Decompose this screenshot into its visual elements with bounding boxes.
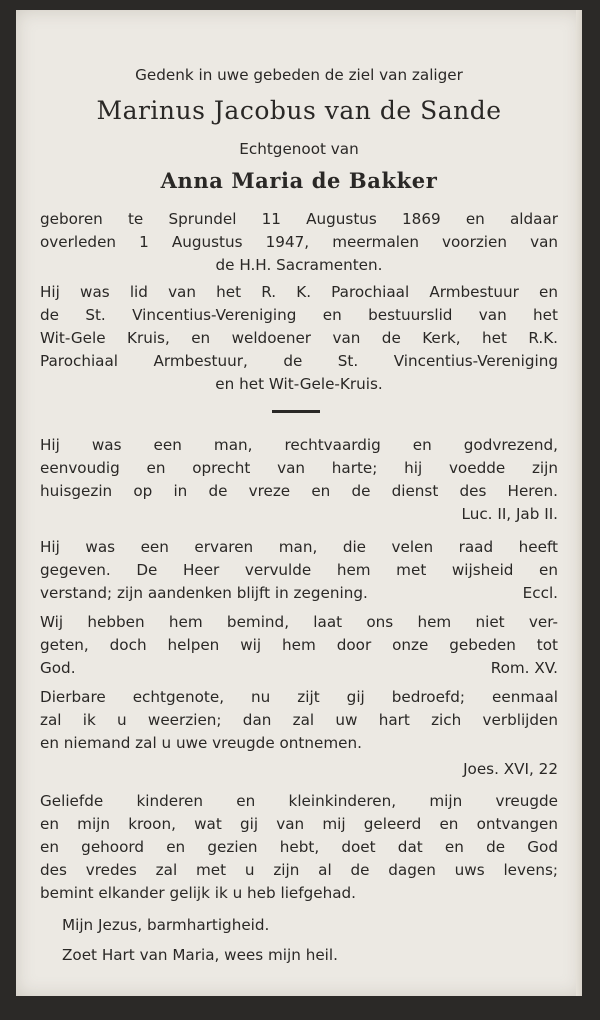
paragraph-line: Hij was een man, rechtvaardig en godvrezend, <box>40 436 558 454</box>
bio-line: de H.H. Sacramenten. <box>215 256 383 274</box>
paragraph-line: Geliefde kinderen en kleinkinderen, mijn vreugde <box>40 792 558 810</box>
spouse-name: Anna Maria de Bakker <box>160 168 438 193</box>
memorial-card <box>16 10 582 996</box>
paragraph-line: en niemand zal u uwe vreugde ontnemen. <box>40 734 362 752</box>
bio-line: geboren te Sprundel 11 Augustus 1869 en aldaar <box>40 210 558 228</box>
bio-line: Wit-Gele Kruis, en weldoener van de Kerk, het R.K. <box>40 329 558 347</box>
paragraph-line: en mijn kroon, wat gij van mij geleerd en ontvangen <box>40 815 558 833</box>
intro-line: Gedenk in uwe gebeden de ziel van zaliger <box>135 66 463 84</box>
paragraph-line: gegeven. De Heer vervulde hem met wijsheid en <box>40 561 558 579</box>
scripture-reference: Joes. XVI, 22 <box>463 760 558 778</box>
prayer-line: Mijn Jezus, barmhartigheid. <box>62 916 270 934</box>
paragraph-line: geten, doch helpen wij hem door onze gebeden tot <box>40 636 558 654</box>
bio-line: Parochiaal Armbestuur, de St. Vincentius-Vereniging <box>40 352 558 370</box>
scripture-reference: Luc. II, Jab II. <box>461 505 558 523</box>
paragraph-line: des vredes zal met u zijn al de dagen uws levens; <box>40 861 558 879</box>
scripture-reference: Rom. XV. <box>490 659 558 677</box>
paragraph-line: en gehoord en gezien hebt, doet dat en de God <box>40 838 558 856</box>
bio-line: overleden 1 Augustus 1947, meermalen voorzien van <box>40 233 558 251</box>
paragraph-line: Wij hebben hem bemind, laat ons hem niet ver- <box>40 613 558 631</box>
relation-line: Echtgenoot van <box>239 140 359 158</box>
paragraph-line: huisgezin op in de vreze en de dienst des Heren. <box>40 482 558 500</box>
paragraph-line: Dierbare echtgenote, nu zijt gij bedroefd; eenmaal <box>40 688 558 706</box>
paragraph-line: God. <box>40 659 76 677</box>
bio-line: en het Wit-Gele-Kruis. <box>215 375 383 393</box>
paragraph-line: Hij was een ervaren man, die velen raad heeft <box>40 538 558 556</box>
prayer-line: Zoet Hart van Maria, wees mijn heil. <box>62 946 338 964</box>
paragraph-line: eenvoudig en oprecht van harte; hij voedde zijn <box>40 459 558 477</box>
bio-line: de St. Vincentius-Vereniging en bestuurslid van het <box>40 306 558 324</box>
divider-rule <box>272 410 320 413</box>
paragraph-line: zal ik u weerzien; dan zal uw hart zich verblijden <box>40 711 558 729</box>
bio-line: Hij was lid van het R. K. Parochiaal Armbestuur en <box>40 283 558 301</box>
deceased-name: Marinus Jacobus van de Sande <box>96 96 502 125</box>
scripture-reference: Eccl. <box>522 584 558 602</box>
paragraph-line: verstand; zijn aandenken blijft in zegening. <box>40 584 368 602</box>
paragraph-line: bemint elkander gelijk ik u heb liefgehad. <box>40 884 357 902</box>
